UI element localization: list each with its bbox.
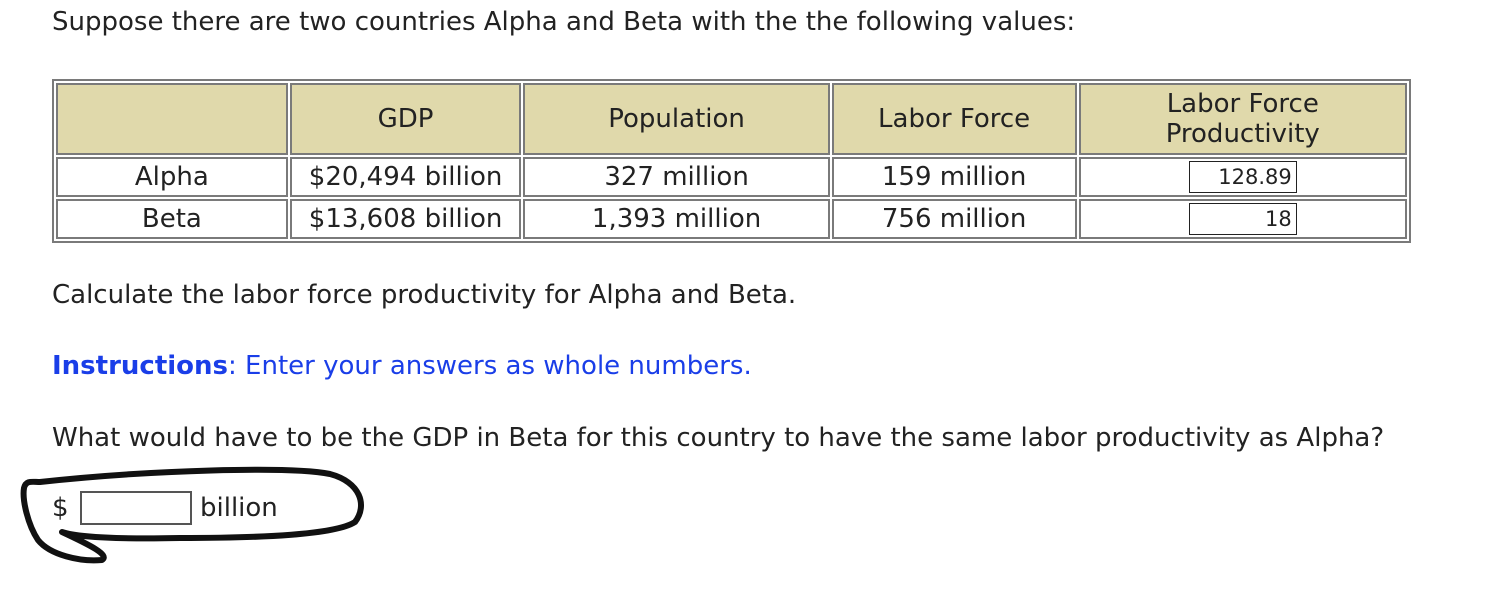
table-row	[56, 157, 1407, 197]
labor-force-cell: 159 million	[832, 157, 1077, 197]
gdp-cell: $20,494 billion	[290, 157, 522, 197]
instructions	[52, 348, 752, 384]
answer-row	[52, 491, 278, 525]
population-cell: 1,393 million	[523, 199, 829, 239]
intro-text: Suppose there are two countries Alpha and Beta with the the following values:	[52, 7, 1076, 37]
instructions-label: Instructions	[52, 351, 229, 381]
labor-force-cell: 756 million	[832, 199, 1077, 239]
table-row	[56, 199, 1407, 239]
header-gdp: GDP	[290, 83, 522, 155]
question-2: What would have to be the GDP in Beta for this country to have the same labor productivity as Alpha?	[52, 423, 1385, 453]
country-name: Beta	[56, 199, 288, 239]
header-empty	[56, 83, 288, 155]
productivity-cell	[1079, 199, 1407, 239]
header-population: Population	[523, 83, 829, 155]
gdp-cell: $13,608 billion	[290, 199, 522, 239]
unit-label: billion	[200, 493, 278, 523]
country-data-table	[52, 79, 1411, 243]
productivity-cell	[1079, 157, 1407, 197]
alpha-productivity-input[interactable]: 128.89	[1189, 161, 1297, 193]
population-cell: 327 million	[523, 157, 829, 197]
instructions-text: : Enter your answers as whole numbers.	[228, 351, 752, 381]
question-1: Calculate the labor force productivity for Alpha and Beta.	[52, 280, 797, 310]
beta-gdp-input[interactable]	[80, 491, 192, 525]
country-name: Alpha	[56, 157, 288, 197]
table-header-row	[56, 83, 1407, 155]
currency-symbol: $	[52, 493, 69, 523]
beta-productivity-input[interactable]: 18	[1189, 203, 1297, 235]
header-labor-productivity: Labor Force Productivity	[1079, 83, 1407, 155]
header-labor-force: Labor Force	[832, 83, 1077, 155]
